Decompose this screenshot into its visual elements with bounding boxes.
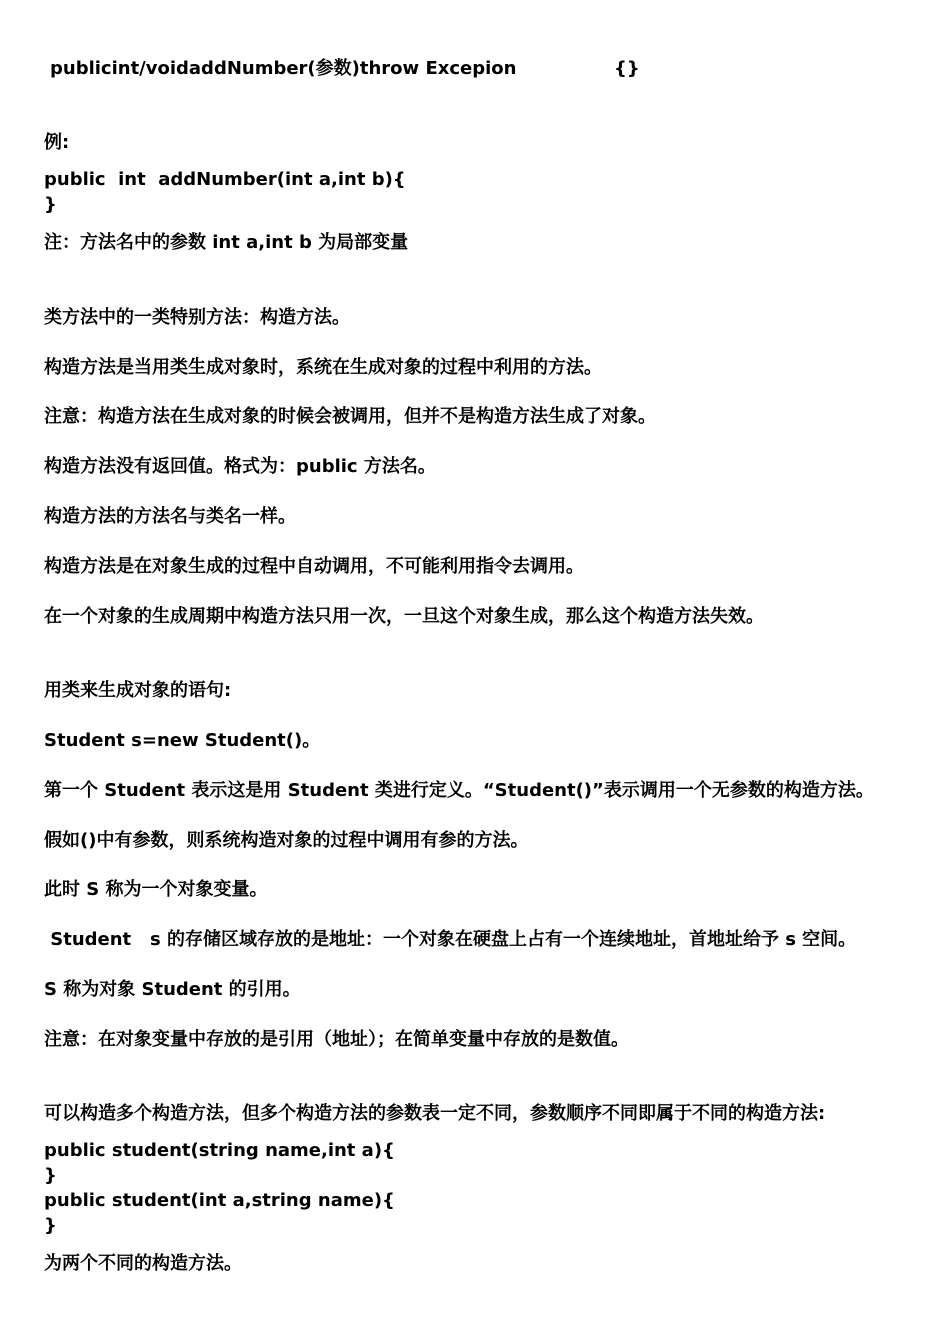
paragraph: 构造方法是当用类生成对象时，系统在生成对象的过程中利用的方法。	[44, 357, 602, 378]
method-signature: publicint/voidaddNumber(参数)throw Excepion	[50, 58, 517, 79]
paragraph: 构造方法的方法名与类名一样。	[44, 506, 296, 527]
paragraph: 构造方法没有返回值。格式为：public 方法名。	[44, 456, 436, 477]
note-paragraph: 注：方法名中的参数 int a,int b 为局部变量	[44, 232, 409, 253]
paragraph: 注意：构造方法在生成对象的时候会被调用，但并不是构造方法生成了对象。	[44, 406, 656, 427]
code-line: }	[44, 1165, 57, 1186]
paragraph: 可以构造多个构造方法，但多个构造方法的参数表一定不同，参数顺序不同即属于不同的构造方法:	[44, 1103, 826, 1124]
paragraph: 假如()中有参数，则系统构造对象的过程中调用有参的方法。	[44, 830, 529, 851]
paragraph: 类方法中的一类特别方法：构造方法。	[44, 307, 350, 328]
signature-braces: {}	[614, 58, 640, 79]
code-line: }	[44, 1215, 57, 1236]
paragraph: 注意：在对象变量中存放的是引用（地址）；在简单变量中存放的是数值。	[44, 1029, 629, 1050]
paragraph: S 称为对象 Student 的引用。	[44, 979, 301, 1000]
code-line: public student(string name,int a){	[44, 1140, 395, 1161]
code-line: public student(int a,string name){	[44, 1190, 395, 1211]
paragraph: 构造方法是在对象生成的过程中自动调用，不可能利用指令去调用。	[44, 556, 584, 577]
paragraph: 此时 S 称为一个对象变量。	[44, 879, 268, 900]
paragraph: 在一个对象的生成周期中构造方法只用一次，一旦这个对象生成，那么这个构造方法失效。	[44, 606, 764, 627]
paragraph: 第一个 Student 表示这是用 Student 类进行定义。“Student()”表示调用一个无参数的构造方法。	[44, 780, 874, 801]
paragraph: Student s 的存储区域存放的是地址：一个对象在硬盘上占有一个连续地址，首地址给予 s 空间。	[44, 929, 857, 950]
code-statement: Student s=new Student()。	[44, 730, 321, 751]
example-code-line: public int addNumber(int a,int b){	[44, 169, 406, 190]
paragraph: 为两个不同的构造方法。	[44, 1253, 242, 1274]
example-code-line: }	[44, 194, 57, 215]
example-label: 例:	[44, 132, 70, 153]
paragraph: 用类来生成对象的语句:	[44, 680, 232, 701]
